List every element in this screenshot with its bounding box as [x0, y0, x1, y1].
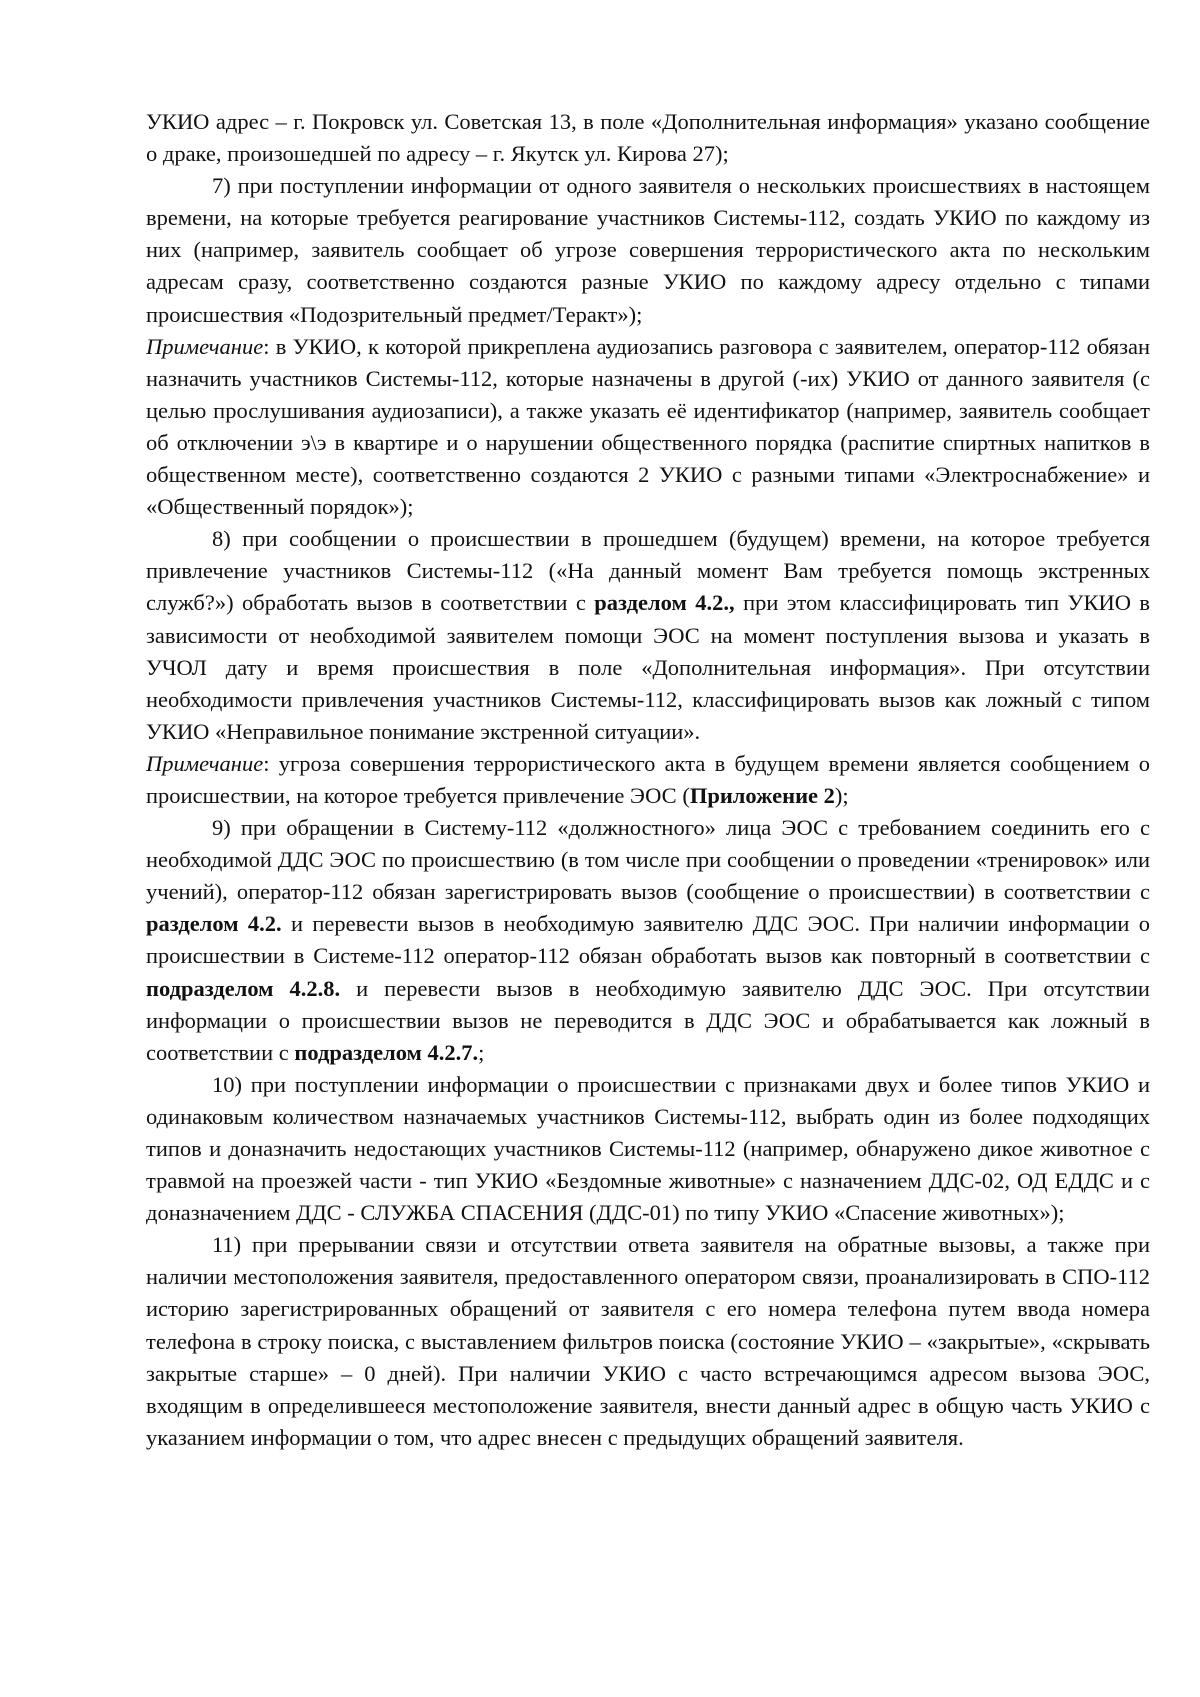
text-run: УКИО адрес – г. Покровск ул. Советская 13, в поле «Дополнительная информация» указано сообщение о драке, произошедшей по адресу – г. Якутск ул. Кирова 27); — [146, 109, 1150, 167]
bold-reference: подразделом 4.2.8. — [146, 975, 341, 1001]
list-item-paragraph — [146, 170, 1150, 330]
bold-reference: подразделом 4.2.7. — [294, 1039, 479, 1065]
note-paragraph — [146, 331, 1150, 524]
text-run: 8) при сообщении о происшествии в прошедшем (будущем) времени, на которое требуется привлечение участников Системы-112 («На данный момент Вам требуется помощь экстренных служб?») обработать вызов в соответствии с — [146, 526, 1150, 616]
note-label: Примечание — [146, 750, 264, 776]
text-run: 10) при поступлении информации о происшествии с признаками двух и более типов УКИО и одинаковым количеством назначаемых участников Системы-112, выбрать один из более подходящих типов и доназначить недостающих участников Системы-112 (например, обнаружено дикое животное с травмой на проезжей части - тип УКИО «Бездомные животные» с назначением ДДС-02, ОД ЕДДС и с доназначением ДДС - СЛУЖБА СПАСЕНИЯ (ДДС-01) по типу УКИО «Спасение животных»); — [146, 1071, 1150, 1226]
bold-reference: Приложение 2 — [689, 782, 835, 808]
text-run: 7) при поступлении информации от одного заявителя о нескольких происшествиях в настоящем времени, на которые требуется реагирование участников Системы-112, создать УКИО по каждому из них (например, заявитель сообщает об угрозе совершения террористического акта по нескольким адресам сразу, соответственно создаются разные УКИО по каждому адресу отдельно с типами происшествия «Подозрительный предмет/Теракт»); — [146, 173, 1150, 327]
bold-reference: разделом 4.2., — [594, 590, 735, 616]
list-item-paragraph — [146, 1229, 1150, 1454]
list-item-paragraph — [146, 812, 1150, 1069]
text-run: 9) при обращении в Систему-112 «должностного» лица ЭОС с требованием соединить его с необходимой ДДС ЭОС по происшествию (в том числе при сообщении о проведении «тренировок» или учений), оператор-112 обязан зарегистрировать вызов (сообщение о происшествии) в соответствии с — [146, 815, 1150, 905]
text-run: ); — [834, 782, 849, 808]
list-item-paragraph — [146, 1069, 1150, 1229]
text-run: : в УКИО, к которой прикреплена аудиозапись разговора с заявителем, оператор-112 обязан назначить участников Системы-112, которые назначены в другой (-их) УКИО от данного заявителя (с целью прослушивания аудиозаписи), а также указать её идентификатор (например, заявитель сообщает об отключении э\э в квартире и о нарушении общественного порядка (распитие спиртных напитков в общественном месте), соответственно создаются 2 УКИО с разными типами «Электроснабжение» и «Общественный порядок»); — [146, 333, 1150, 520]
continuation-paragraph — [146, 106, 1150, 170]
document-page — [146, 106, 1150, 1454]
text-run: и перевести вызов в необходимую заявителю ДДС ЭОС. При наличии информации о происшествии в Системе-112 оператор-112 обязан обработать вызов как повторный в соответствии с — [146, 911, 1150, 969]
list-item-paragraph — [146, 523, 1150, 748]
note-paragraph — [146, 748, 1150, 812]
bold-reference: разделом 4.2. — [146, 911, 282, 937]
text-run: : угроза совершения террористического акта в будущем времени является сообщением о происшествии, на которое требуется привлечение ЭОС ( — [146, 750, 1150, 808]
text-run: при этом классифицировать тип УКИО в зависимости от необходимой заявителем помощи ЭОС на момент поступления вызова и указать в УЧОЛ дату и время происшествия в поле «Дополнительная информация». При отсутствии необходимости привлечения участников Системы-112, классифицировать вызов как ложный с типом УКИО «Неправильное понимание экстренной ситуации». — [146, 590, 1151, 744]
note-label: Примечание — [146, 333, 264, 359]
text-run: и перевести вызов в необходимую заявителю ДДС ЭОС. При отсутствии информации о происшествии вызов не переводится в ДДС ЭОС и обрабатывается как ложный в соответствии с — [146, 975, 1150, 1065]
text-run: ; — [478, 1039, 485, 1065]
text-run: 11) при прерывании связи и отсутствии ответа заявителя на обратные вызовы, а также при наличии местоположения заявителя, предоставленного оператором связи, проанализировать в СПО-112 историю зарегистрированных обращений от заявителя с его номера телефона путем ввода номера телефона в строку поиска, с выставлением фильтров поиска (состояние УКИО – «закрытые», «скрывать закрытые старше» – 0 дней). При наличии УКИО с часто встречающимся адресом вызова ЭОС, входящим в определившееся местоположение заявителя, внести данный адрес в общую часть УКИО с указанием информации о том, что адрес внесен с предыдущих обращений заявителя. — [146, 1232, 1150, 1450]
